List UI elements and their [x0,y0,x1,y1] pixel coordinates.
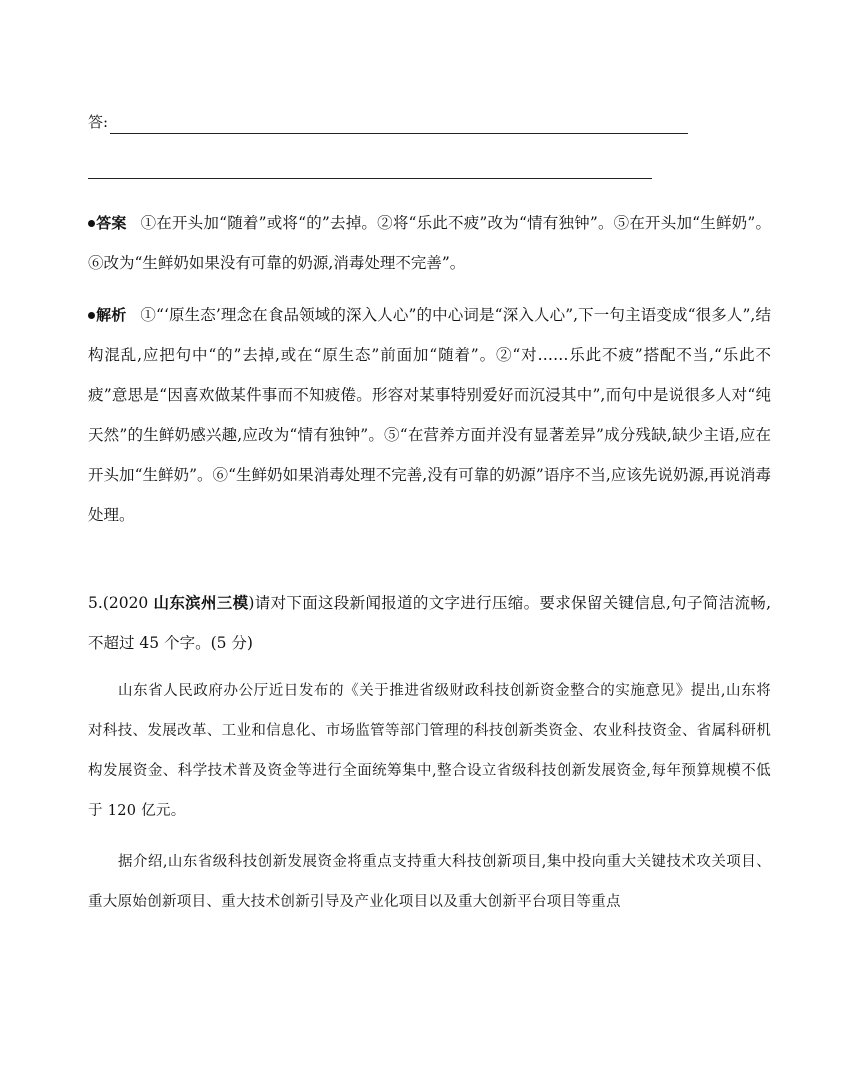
question-source-close: ) [248,594,255,612]
analysis-section [88,295,771,535]
answer-text: ①在开头加“随着”或将“的”去掉。②将“乐此不疲”改为“情有独钟”。⑤在开头加“生鲜奶”。⑥改为“生鲜奶如果没有可靠的奶源,消毒处理不完善”。 [88,214,771,272]
answer-prompt: 答: [88,113,109,131]
analysis-tag: 解析 [88,306,126,324]
question-source: 山东滨州三模 [153,594,249,612]
bullet-icon [88,220,95,227]
answer-section [88,203,771,283]
material-paragraph-2: 据介绍,山东省级科技创新发展资金将重点支持重大科技创新项目,集中投向重大关键技术攻关项目、重大原始创新项目、重大技术创新引导及产业化项目以及重大创新平台项目等重点 [88,854,771,910]
question-text: 请对下面这段新闻报道的文字进行压缩。要求保留关键信息,句子简洁流畅,不超过 45 个字。(5 分) [88,594,771,652]
question-5 [88,583,771,663]
bullet-icon [88,312,95,319]
answer-underline [110,115,688,134]
question-number: 5. [88,594,103,612]
answer-blank-line-2[interactable] [88,178,652,179]
answer-blank-line-1[interactable] [88,110,688,134]
answer-tag: 答案 [88,214,127,232]
material-paragraph-1: 山东省人民政府办公厅近日发布的《关于推进省级财政科技创新资金整合的实施意见》提出,山东将对科技、发展改革、工业和信息化、市场监管等部门管理的科技创新类资金、农业科技资金、省属科研机构发展资金、科学技术普及资金等进行全面统筹集中,整合设立省级科技创新发展资金,每年预算规模不低于 120 亿元。 [88,683,771,819]
analysis-text: ①“‘原生态’理念在食品领域的深入人心”的中心词是“深入人心”,下一句主语变成“很多人”,结构混乱,应把句中“的”去掉,或在“原生态”前面加“随着”。②“对……乐此不疲”搭配不当,“乐此不疲”意思是“因喜欢做某件事而不知疲倦。形容对某事特别爱好而沉浸其中”,而句中是说很多人对“纯天然”的生鲜奶感兴趣,应改为“情有独钟”。⑤“在营养方面并没有显著差异”成分残缺,缺少主语,应在开头加“生鲜奶”。⑥“生鲜奶如果消毒处理不完善,没有可靠的奶源”语序不当,应该先说奶源,再说消毒处理。 [88,306,771,524]
question-source-open: (2020 [102,594,154,612]
